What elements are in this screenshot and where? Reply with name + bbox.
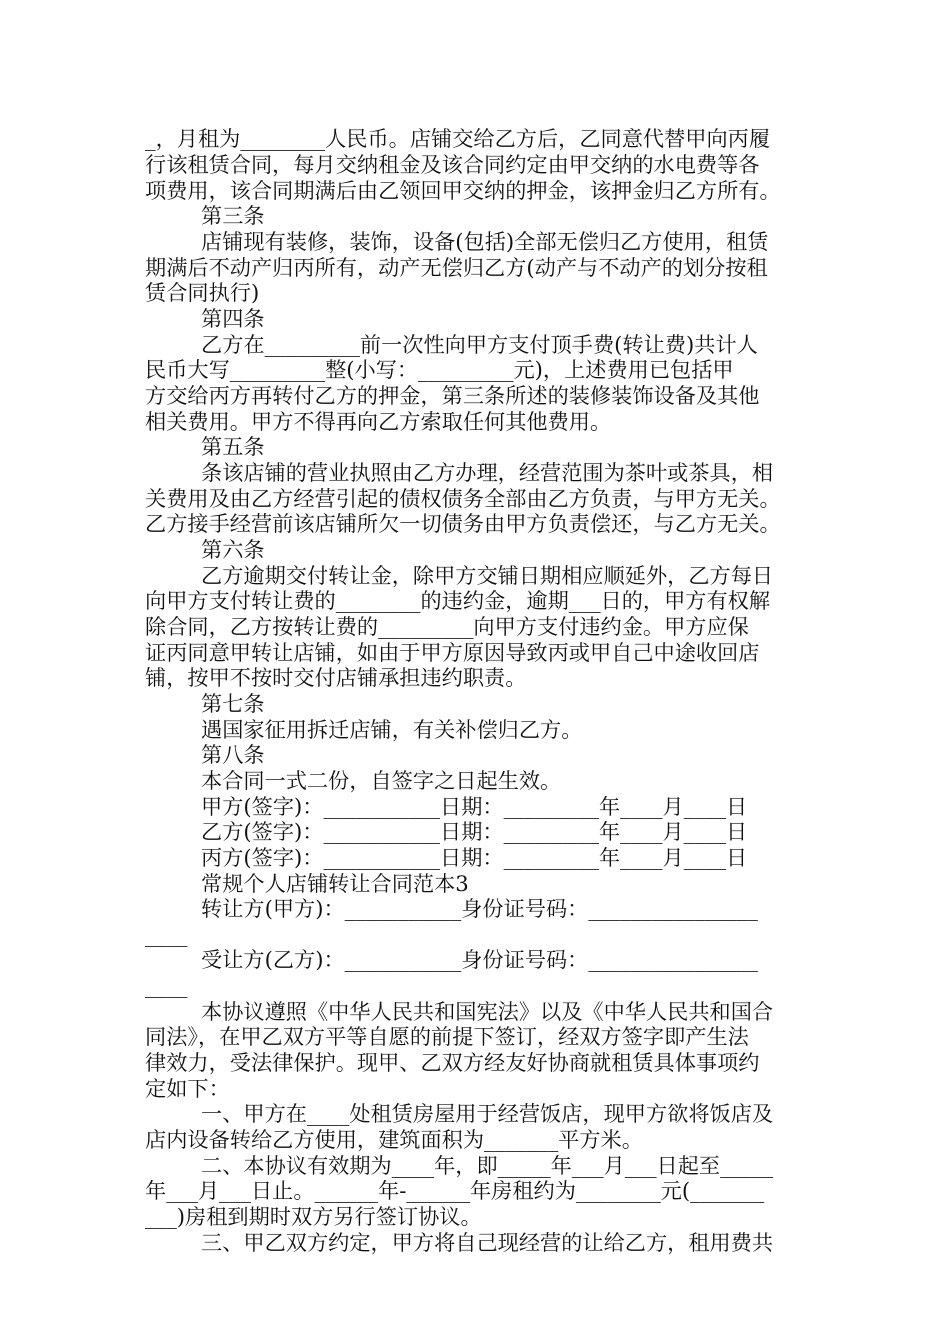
article-heading: 第五条 [201,434,265,459]
text-line: 相关费用。甲方不得再向乙方索取任何其他费用。 [145,409,612,434]
text-line: 铺，按甲不按时交付店铺承担违约职责。 [145,665,527,690]
text-line: 同法》，在甲乙双方平等自愿的前提下签订，经双方签字即产生法 [145,1024,749,1049]
section-title: 常规个人店铺转让合同范本3 [201,871,469,896]
text-line: 店内设备转给乙方使用，建筑面积为_______平方米。 [145,1127,643,1152]
article-heading: 第七条 [201,691,265,716]
text-line: 律效力，受法律保护。现甲、乙双方经友好协商就租赁具体事项约 [145,1050,760,1075]
text-line: 证丙同意甲转让店铺，如由于甲方原因导致丙或甲自己中途收回店 [145,640,760,665]
article-heading: 第八条 [201,742,265,767]
text-line: 民币大写_________整(小写：_________元)，上述费用已包括甲 [145,357,734,382]
text-line: 乙方在_________前一次性向甲方支付顶手费(转让费)共计人 [201,332,758,357]
text-line: 遇国家征用拆迁店铺，有关补偿归乙方。 [201,717,583,742]
text-line: _，月租为________人民币。店铺交给乙方后，乙同意代替甲向丙履 [145,126,771,151]
text-line: 三、甲乙双方约定，甲方将自己现经营的让给乙方，租用费共 [201,1230,774,1255]
text-line: 年___月___日止。______年-______年房租约为________元(_______ [145,1178,765,1203]
party-line: 转让方(甲方)：___________身份证号码：________________ [201,896,758,921]
text-line: 行该租赁合同，每月交纳租金及该合同约定由甲交纳的水电费等各 [145,152,760,177]
signature-line: 甲方(签字)：___________日期：_________年____月____日 [201,794,748,819]
article-heading: 第四条 [201,306,265,331]
text-line: 关费用及由乙方经营引起的债权债务全部由乙方负责，与甲方无关。 [145,486,781,511]
text-line: 向甲方支付转让费的________的违约金，逾期___日的，甲方有权解 [145,588,771,613]
signature-line: 丙方(签字)：___________日期：_________年____月____日 [201,845,748,870]
party-line: 受让方(乙方)：___________身份证号码：________________ [201,947,758,972]
text-line: 本协议遵照《中华人民共和国宪法》以及《中华人民共和国合 [201,999,774,1024]
text-line: 赁合同执行) [145,280,260,305]
text-line: ____ [145,922,188,947]
text-line: 期满后不动产归丙所有，动产无偿归乙方(动产与不动产的划分按租 [145,255,768,280]
article-heading: 第六条 [201,537,265,562]
text-line: 方交给丙方再转付乙方的押金，第三条所述的装修装饰设备及其他 [145,383,760,408]
text-line: 一、甲方在____处租赁房屋用于经营饭店，现甲方欲将饭店及 [201,1101,774,1126]
text-line: 除合同，乙方按转让费的_________向甲方支付违约金。甲方应保 [145,614,749,639]
text-line: 定如下： [145,1076,230,1101]
text-line: 乙方逾期交付转让金，除甲方交铺日期相应顺延外，乙方每日 [201,563,774,588]
text-line: 项费用，该合同期满后由乙领回甲交纳的押金，该押金归乙方所有。 [145,178,781,203]
text-line: 本合同一式二份，自签字之日起生效。 [201,768,562,793]
text-line: 二、本协议有效期为____年，即_____年___月___日起至_____ [201,1153,774,1178]
text-line: ____ [145,973,188,998]
text-line: ___)房租到期时双方另行签订协议。 [145,1204,482,1229]
text-line: 乙方接手经营前该店铺所欠一切债务由甲方负责偿还，与乙方无关。 [145,511,781,536]
signature-line: 乙方(签字)：___________日期：_________年____月____日 [201,819,748,844]
text-line: 条该店铺的营业执照由乙方办理，经营范围为茶叶或茶具，相 [201,460,774,485]
text-line: 店铺现有装修，装饰，设备(包括)全部无偿归乙方使用，租赁 [201,229,769,254]
article-heading: 第三条 [201,203,265,228]
